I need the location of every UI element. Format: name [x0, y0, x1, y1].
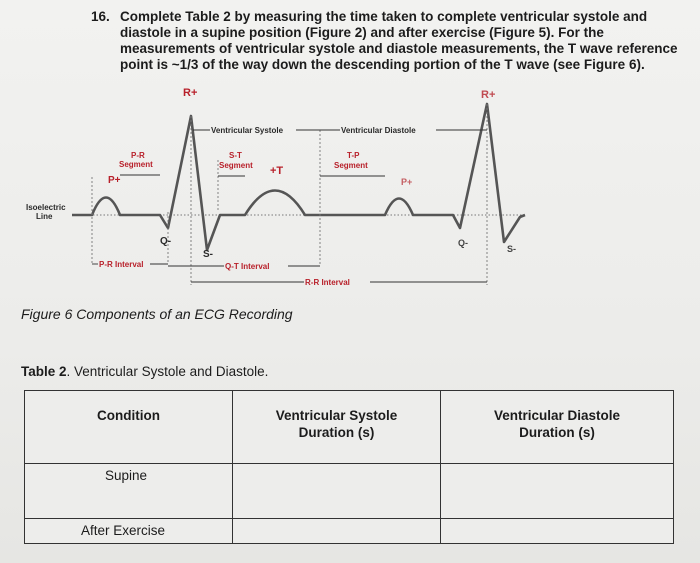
condition-supine-text: Supine: [105, 468, 148, 483]
label-q-wave-1: Q-: [160, 236, 172, 247]
label-pr-segment-line1: P-R: [131, 151, 145, 160]
label-pr-segment-line2: Segment: [119, 160, 153, 169]
header-systole: [233, 391, 441, 464]
label-p-wave-1: P+: [108, 175, 121, 186]
table-caption-label: Table 2: [21, 364, 67, 379]
label-r-peak-2: R+: [481, 89, 496, 101]
label-s-wave-2: S-: [507, 244, 516, 254]
label-st-segment-line1: S-T: [229, 151, 242, 160]
header-systole-line2: Duration (s): [298, 425, 375, 440]
header-systole-line1: Ventricular Systole: [275, 408, 398, 423]
systole-supine-cell[interactable]: [233, 464, 441, 519]
label-q-wave-2: Q-: [458, 238, 468, 248]
label-st-segment-line2: Segment: [219, 161, 253, 170]
label-s-wave-1: S-: [203, 249, 213, 260]
header-diastole-line2: Duration (s): [519, 425, 595, 440]
label-isoelectric-line1: Isoelectric: [26, 203, 66, 212]
question-line-3: measurements of ventricular systole and diastole measurements, the T wave reference: [120, 41, 678, 56]
label-qt-interval: Q-T Interval: [225, 262, 270, 271]
ecg-figure: [0, 82, 700, 292]
label-r-peak-1: R+: [183, 87, 198, 99]
condition-after-exercise: [25, 519, 233, 544]
label-isoelectric-line2: Line: [36, 212, 53, 221]
header-diastole-line1: Ventricular Diastole: [493, 408, 621, 423]
question-number: 16.: [91, 9, 110, 24]
label-p-wave-2: P+: [401, 177, 413, 187]
label-tp-segment-line2: Segment: [334, 161, 368, 170]
table-caption-text: . Ventricular Systole and Diastole.: [66, 364, 269, 379]
label-tp-segment-line1: T-P: [347, 151, 360, 160]
label-ventricular-systole: Ventricular Systole: [211, 126, 284, 135]
label-t-wave: +T: [270, 165, 284, 177]
header-diastole: [441, 391, 674, 464]
ventricular-table: [24, 390, 674, 544]
condition-supine: [25, 464, 233, 519]
label-pr-interval: P-R Interval: [99, 260, 144, 269]
diastole-supine-cell[interactable]: [441, 464, 674, 519]
question-line-2: diastole in a supine position (Figure 2) and after exercise (Figure 5). For the: [120, 25, 604, 40]
systole-after-exercise-cell[interactable]: [233, 519, 441, 544]
header-condition: [25, 391, 233, 464]
ecg-waveform: [72, 104, 525, 250]
label-rr-interval: R-R Interval: [305, 278, 350, 287]
table-header-row: [25, 391, 674, 464]
table-row: [25, 464, 674, 519]
table-row: [25, 519, 674, 544]
figure-caption: Figure 6 Components of an ECG Recording: [21, 306, 293, 322]
header-condition-text: Condition: [97, 408, 160, 423]
diastole-after-exercise-cell[interactable]: [441, 519, 674, 544]
label-ventricular-diastole: Ventricular Diastole: [341, 126, 416, 135]
question-line-4: point is ~1/3 of the way down the descending portion of the T wave (see Figure 6).: [120, 57, 645, 72]
table-caption: [21, 364, 268, 379]
question-line-1: Complete Table 2 by measuring the time taken to complete ventricular systole and: [120, 9, 648, 24]
condition-after-exercise-text: After Exercise: [81, 523, 166, 538]
